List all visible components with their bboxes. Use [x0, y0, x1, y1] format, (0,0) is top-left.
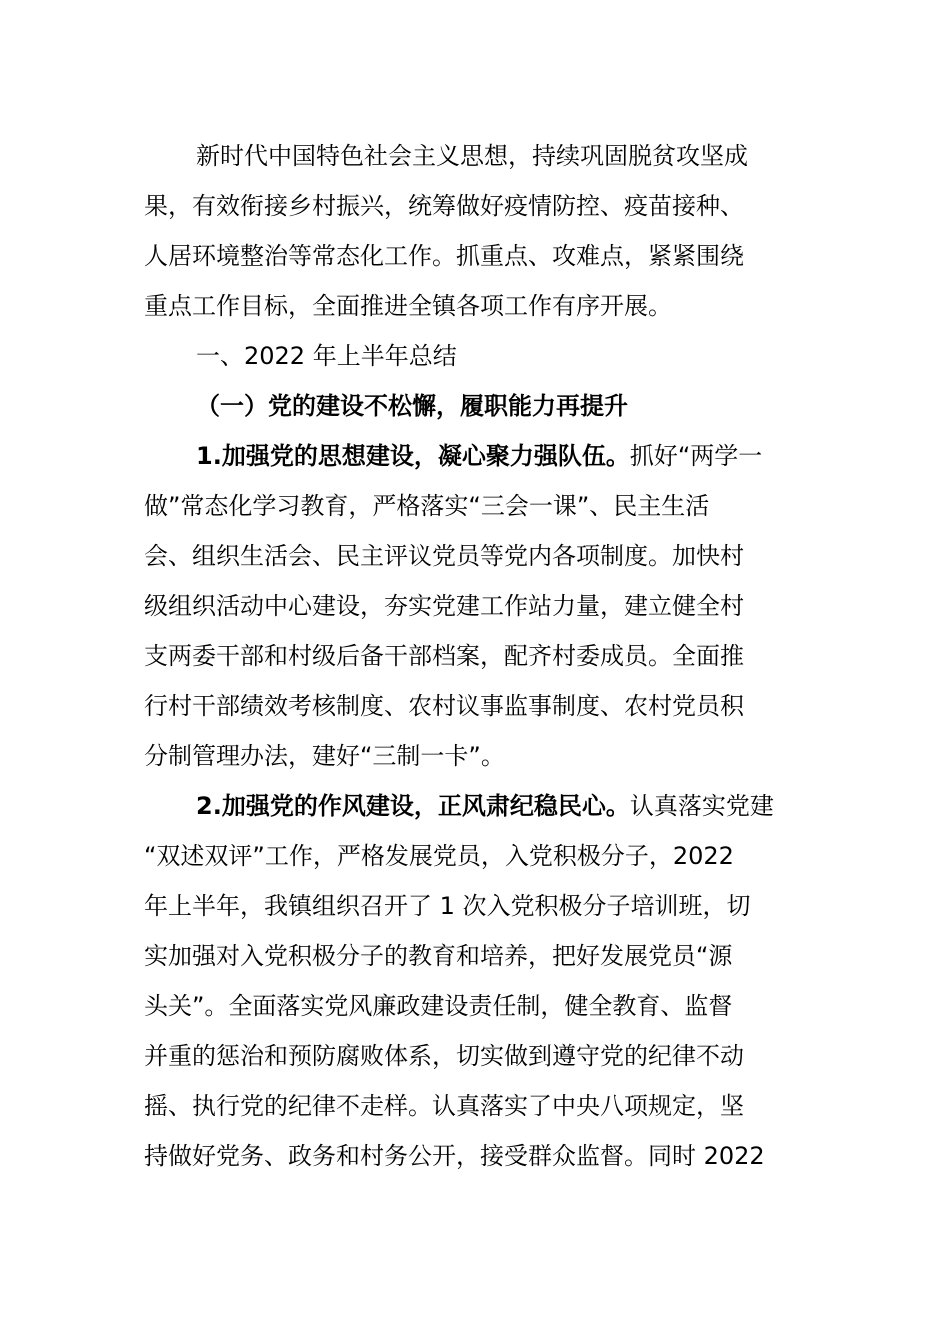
paragraph-2-line-3: 会、组织生活会、民主评议党员等党内各项制度。加快村 [144, 542, 744, 570]
paragraph-3-line-7: 摇、执行党的纪律不走样。认真落实了中央八项规定，坚 [144, 1092, 744, 1120]
paragraph-2-line-2: 做”常态化学习教育，严格落实“三会一课”、民主生活 [144, 492, 710, 520]
paragraph-3-line-8: 持做好党务、政务和村务公开，接受群众监督。同时 2022 [144, 1142, 765, 1170]
paragraph-1-line-3: 人居环境整治等常态化工作。抓重点、攻难点，紧紧围绕 [144, 242, 744, 270]
paragraph-2-lead: 1.加强党的思想建设，凝心聚力强队伍。 [196, 442, 630, 470]
paragraph-2-text: 抓好“两学一 [629, 442, 763, 470]
paragraph-2-line-4: 级组织活动中心建设，夯实党建工作站力量，建立健全村 [144, 592, 744, 620]
paragraph-3-line-3: 年上半年，我镇组织召开了 1 次入党积极分子培训班，切 [144, 892, 751, 920]
paragraph-1-line-1: 新时代中国特色社会主义思想，持续巩固脱贫攻坚成 [196, 142, 748, 170]
paragraph-2-line-1 [196, 436, 826, 476]
section-heading: 一、2022 年上半年总结 [196, 342, 457, 370]
paragraph-3-line-6: 并重的惩治和预防腐败体系，切实做到遵守党的纪律不动 [144, 1042, 744, 1070]
paragraph-3-line-1 [196, 786, 826, 826]
paragraph-3-lead: 2.加强党的作风建设，正风肃纪稳民心。 [196, 792, 630, 820]
paragraph-2-line-5: 支两委干部和村级后备干部档案，配齐村委成员。全面推 [144, 642, 744, 670]
paragraph-3-line-4: 实加强对入党积极分子的教育和培养，把好发展党员“源 [144, 942, 733, 970]
subsection-heading: （一）党的建设不松懈，履职能力再提升 [196, 392, 628, 420]
paragraph-1-line-4: 重点工作目标，全面推进全镇各项工作有序开展。 [144, 292, 672, 320]
paragraph-2-line-6: 行村干部绩效考核制度、农村议事监事制度、农村党员积 [144, 692, 744, 720]
paragraph-1-line-2: 果，有效衔接乡村振兴，统筹做好疫情防控、疫苗接种、 [144, 192, 744, 220]
paragraph-3-line-2: “双述双评”工作，严格发展党员，入党积极分子，2022 [144, 842, 734, 870]
paragraph-3-text: 认真落实党建 [629, 792, 774, 820]
paragraph-3-line-5: 头关”。全面落实党风廉政建设责任制，健全教育、监督 [144, 992, 733, 1020]
paragraph-2-line-7: 分制管理办法，建好“三制一卡”。 [144, 742, 505, 770]
